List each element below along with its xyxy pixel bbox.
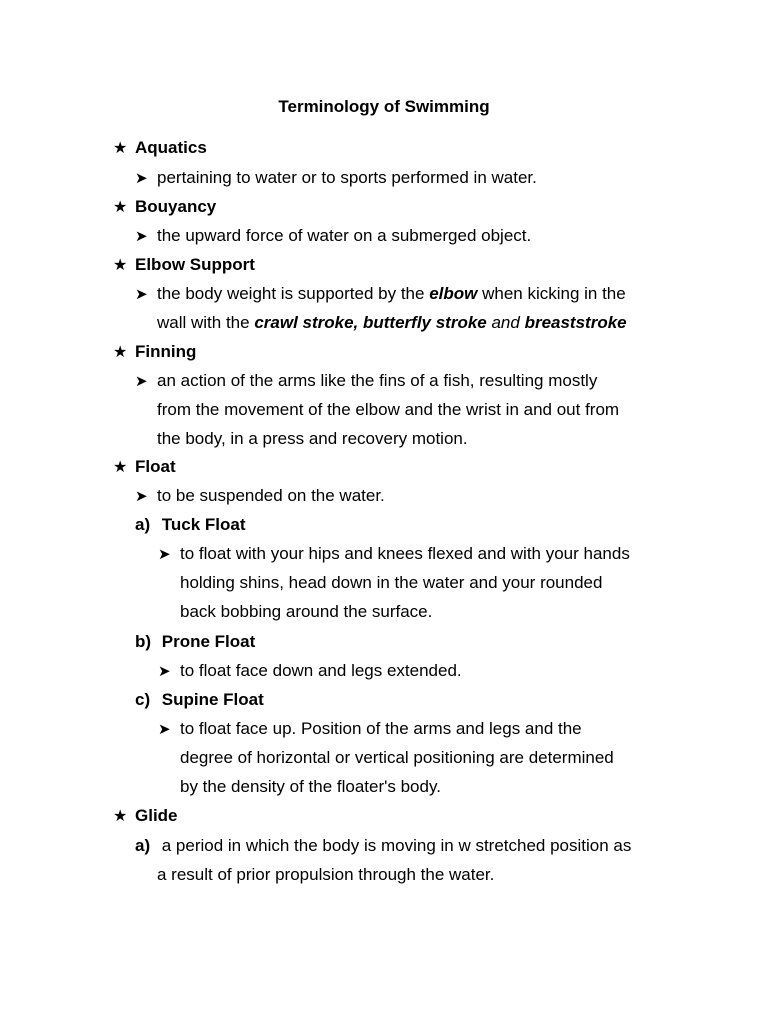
definition-float: ➤ to be suspended on the water. [135,484,385,509]
arrow-bullet-icon: ➤ [135,488,148,505]
term-float [113,455,176,480]
term-aquatics [113,136,207,161]
star-bullet-icon: ★ [113,140,128,157]
definition-supine-float-line1: ➤ to float face up. Position of the arms and legs and the [158,717,582,742]
definition-tuck-float-line1: ➤ to float with your hips and knees flexed and with your hands [158,542,630,567]
definition-elbow-support-line1: ➤ the body weight is supported by the elbow when kicking in the [135,282,626,307]
definition-tuck-float-line2: holding shins, head down in the water and your rounded [180,573,603,592]
emphasis-elbow: elbow [429,284,478,303]
definition-prone-float: ➤ to float face down and legs extended. [158,659,462,684]
arrow-bullet-icon: ➤ [135,286,148,303]
definition-bouyancy: ➤ the upward force of water on a submerged object. [135,224,531,249]
star-bullet-icon: ★ [113,344,128,361]
term-finning [113,340,196,365]
star-bullet-icon: ★ [113,199,128,216]
term-elbow-support [113,253,255,278]
term-glide [113,804,178,829]
arrow-bullet-icon: ➤ [135,170,148,187]
subterm-label: b) [135,632,152,651]
definition-aquatics: ➤ pertaining to water or to sports performed in water. [135,166,537,191]
term-name: Glide [135,806,178,825]
term-name: Elbow Support [135,255,255,274]
star-bullet-icon: ★ [113,459,128,476]
page-title: Terminology of Swimming [278,97,490,116]
definition-elbow-support-line2: wall with the crawl stroke, butterfly stroke and breaststroke [157,313,627,332]
subterm-tuck-float: a) Tuck Float [135,513,245,537]
term-name: Float [135,457,176,476]
arrow-bullet-icon: ➤ [135,228,148,245]
term-name: Aquatics [135,138,207,157]
subterm-label: a) [135,836,151,855]
arrow-bullet-icon: ➤ [158,721,171,738]
definition-glide-line1: a) a period in which the body is moving in w stretched position as [135,834,631,858]
definition-finning-line3: the body, in a press and recovery motion. [157,429,468,448]
emphasis-strokes: crawl stroke, butterfly stroke [254,313,487,332]
definition-glide-line2: a result of prior propulsion through the water. [157,865,495,884]
subterm-label: c) [135,690,151,709]
definition-tuck-float-line3: back bobbing around the surface. [180,602,433,621]
arrow-bullet-icon: ➤ [158,663,171,680]
arrow-bullet-icon: ➤ [158,546,171,563]
subterm-prone-float: b) Prone Float [135,630,255,654]
star-bullet-icon: ★ [113,257,128,274]
subterm-label: a) [135,515,151,534]
star-bullet-icon: ★ [113,808,128,825]
term-bouyancy [113,195,216,220]
subterm-supine-float: c) Supine Float [135,688,264,712]
arrow-bullet-icon: ➤ [135,373,148,390]
term-name: Bouyancy [135,197,217,216]
term-name: Finning [135,342,197,361]
definition-supine-float-line3: by the density of the floater's body. [180,777,441,796]
definition-supine-float-line2: degree of horizontal or vertical positioning are determined [180,748,614,767]
definition-finning-line1: ➤ an action of the arms like the fins of a fish, resulting mostly [135,369,597,394]
definition-finning-line2: from the movement of the elbow and the wrist in and out from [157,400,620,419]
emphasis-breaststroke: breaststroke [524,313,627,332]
